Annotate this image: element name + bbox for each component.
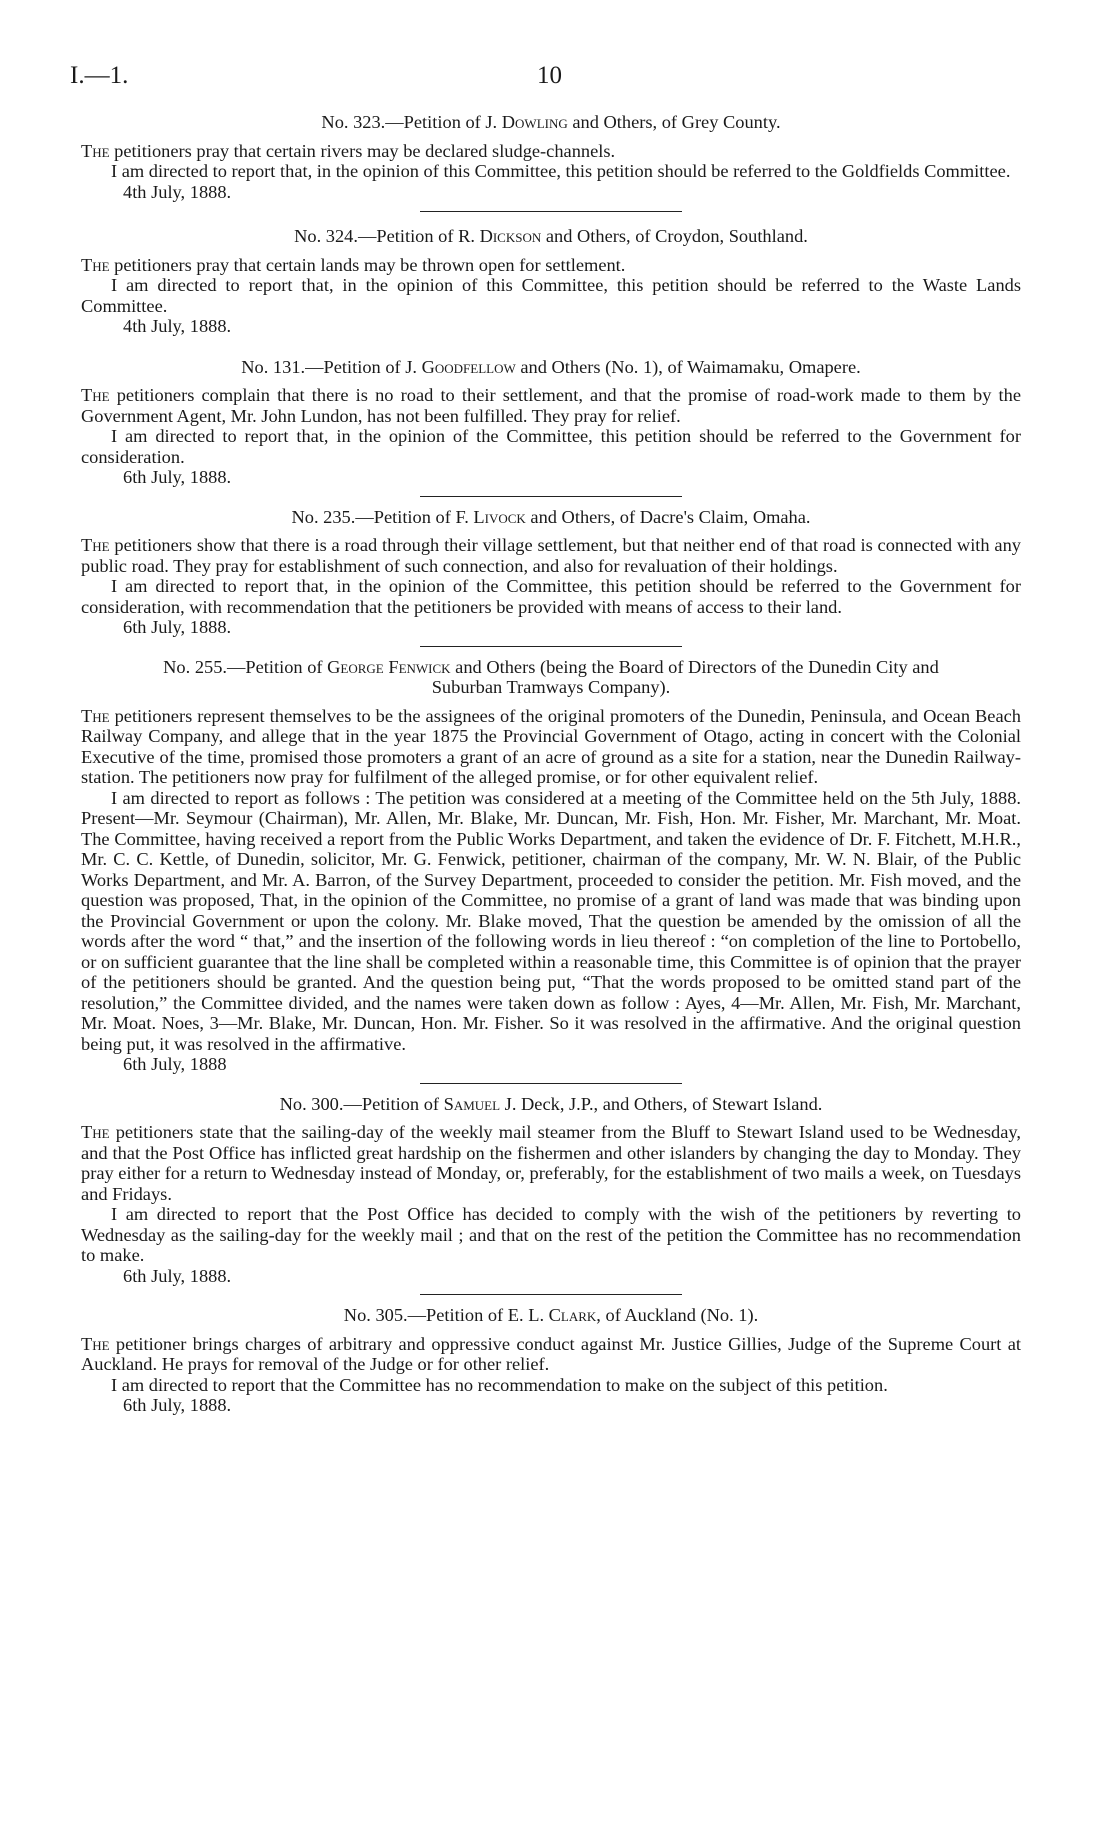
petitioner-name: Goodfellow bbox=[421, 356, 516, 377]
petition-summary: The petitioners pray that certain rivers may be declared sludge-channels. bbox=[81, 140, 616, 161]
committee-report: I am directed to report as follows : The petition was considered at a meeting of the Committee held on the 5th July, 1888. Present—Mr. Seymour (Chairman), Mr. Allen, Mr. Blake, Mr. Duncan, Mr. Fish, Hon. Mr. Fisher, Mr. Marchant, Mr. Moat. The Committee, having received a report from the Public Works Department, and taken the evidence of Dr. F. Fitchett, M.H.R., Mr. C. C. Kettle, of Dunedin, solicitor, Mr. G. Fenwick, petitioner, chairman of the company, Mr. W. N. Blair, of the Public Works Department, and Mr. A. Barron, of the Survey Department, proceeded to consider the petition. Mr. Fish moved, and the question was proposed, That, in the opinion of the Committee, no promise of a grant of land was made that was binding upon the Provincial Government or upon the colony. Mr. Blake moved, That the question be amended by the omission of all the words after the word “ that,” and the insertion of the following words in lieu thereof : “on completion of the line to Portobello, or on sufficient guarantee that the line shall be completed within a reasonable time, this Committee is of opinion that the prayer of the petitioners should be granted. And the question being put, “That the words proposed to be omitted stand part of the resolution,” the Committee divided, and the names were taken down as follow : Ayes, 4—Mr. Allen, Mr. Fish, Mr. Marchant, Mr. Moat. Noes, 3—Mr. Blake, Mr. Duncan, Hon. Mr. Fisher. So it was resolved in the affirmative. And the original question being put, it was resolved in the affirmative. bbox=[81, 787, 1021, 1054]
petition-summary: The petitioners complain that there is no road to their settlement, and that the promise of road-work made to them by the Government Agent, Mr. John Lundon, has not been fulfilled. They pray for relief. bbox=[81, 385, 1021, 426]
petition-entry bbox=[81, 1305, 1021, 1416]
series-identifier: I.—1. bbox=[70, 62, 129, 89]
report-date: 6th July, 1888. bbox=[123, 617, 232, 637]
petition-heading: No. 323.—Petition of J. Dowling and Others, of Grey County. bbox=[321, 112, 781, 132]
petition-heading: No. 324.—Petition of R. Dickson and Others, of Croydon, Southland. bbox=[294, 226, 808, 246]
report-date: 6th July, 1888 bbox=[123, 1054, 227, 1074]
document-body bbox=[81, 112, 1021, 1416]
section-divider bbox=[420, 646, 682, 647]
petition-summary: The petitioners pray that certain lands may be thrown open for settlement. bbox=[81, 254, 626, 275]
committee-report: I am directed to report that, in the opinion of this Committee, this petition should be referred to the Goldfields Committee. bbox=[111, 161, 1011, 181]
page-number: 10 bbox=[537, 62, 562, 89]
petition-entry bbox=[81, 507, 1021, 638]
petition-summary: The petitioners state that the sailing-day of the weekly mail steamer from the Bluff to Stewart Island used to be Wednesday, and that the Post Office has inflicted great hardship on the fishermen and other islanders by changing the day to Monday. They pray either for a return to Wednesday instead of Monday, or, preferably, for the establishment of two mails a week, on Tuesdays and Fridays. bbox=[81, 1122, 1021, 1204]
report-date: 4th July, 1888. bbox=[123, 316, 232, 336]
petition-summary: The petitioner brings charges of arbitrary and oppressive conduct against Mr. Justice Gillies, Judge of the Supreme Court at Auckland. He prays for removal of the Judge or for other relief. bbox=[81, 1333, 1021, 1374]
section-divider bbox=[420, 1083, 682, 1084]
petitioner-name: Livock bbox=[473, 506, 526, 527]
petition-entry bbox=[81, 657, 1021, 1075]
report-date: 6th July, 1888. bbox=[123, 467, 232, 487]
report-date: 6th July, 1888. bbox=[123, 1395, 232, 1415]
committee-report: I am directed to report that, in the opinion of the Committee, this petition should be referred to the Government for consideration. bbox=[81, 426, 1021, 467]
petitioner-name: Clark bbox=[548, 1305, 597, 1325]
section-gap bbox=[81, 337, 1021, 357]
committee-report: I am directed to report that, in the opinion of this Committee, this petition should be referred to the Waste Lands Committee. bbox=[81, 275, 1021, 316]
report-date: 6th July, 1888. bbox=[123, 1265, 232, 1286]
petitioner-name: George Fenwick bbox=[327, 656, 451, 677]
petition-summary: The petitioners represent themselves to be the assignees of the original promoters of the Dunedin, Peninsula, and Ocean Beach Railway Company, and allege that in the year 1875 the Provincial Government of Otago, acting in concert with the Colonial Executive of the time, promised those promoters a grant of an acre of ground as a site for a station, near the Dunedin Railway-station. The petitioners now pray for fulfilment of the alleged promise, or for other equivalent relief. bbox=[81, 705, 1021, 787]
petition-entry bbox=[81, 226, 1021, 337]
petition-heading: No. 131.—Petition of J. Goodfellow and Others (No. 1), of Waimamaku, Omapere. bbox=[241, 356, 861, 377]
petition-entry bbox=[81, 1094, 1021, 1287]
report-date: 4th July, 1888. bbox=[123, 181, 232, 202]
committee-report: I am directed to report that, in the opinion of the Committee, this petition should be referred to the Government for consideration, with recommendation that the petitioners be provided with means of access to their land. bbox=[81, 576, 1021, 617]
petition-entry bbox=[81, 112, 1021, 202]
petition-heading: No. 235.—Petition of F. Livock and Others, of Dacre's Claim, Omaha. bbox=[291, 506, 811, 527]
petition-entry bbox=[81, 357, 1021, 488]
section-divider bbox=[420, 1294, 682, 1295]
petitioner-name: Samuel bbox=[443, 1093, 501, 1114]
petition-heading: No. 305.—Petition of E. L. Clark, of Auckland (No. 1). bbox=[343, 1305, 759, 1325]
committee-report: I am directed to report that the Post Office has decided to comply with the wish of the petitioners by reverting to Wednesday as the sailing-day for the weekly mail ; and that on the rest of the petition the Committee has no recommendation to make. bbox=[81, 1204, 1021, 1265]
petitioner-name: Dickson bbox=[479, 226, 542, 246]
section-divider bbox=[420, 496, 682, 497]
petition-heading: No. 255.—Petition of George Fenwick and Others (being the Board of Directors of the Dunedin City and Suburban Tramways Company). bbox=[163, 656, 939, 697]
section-divider bbox=[420, 211, 682, 212]
petitioner-name: Dowling bbox=[501, 112, 568, 132]
petition-heading: No. 300.—Petition of Samuel J. Deck, J.P., and Others, of Stewart Island. bbox=[279, 1093, 823, 1114]
committee-report: I am directed to report that the Committee has no recommendation to make on the subject of this petition. bbox=[111, 1374, 888, 1395]
petition-summary: The petitioners show that there is a road through their village settlement, but that neither end of that road is connected with any public road. They pray for establishment of such connection, and also for revaluation of their holdings. bbox=[81, 535, 1021, 576]
